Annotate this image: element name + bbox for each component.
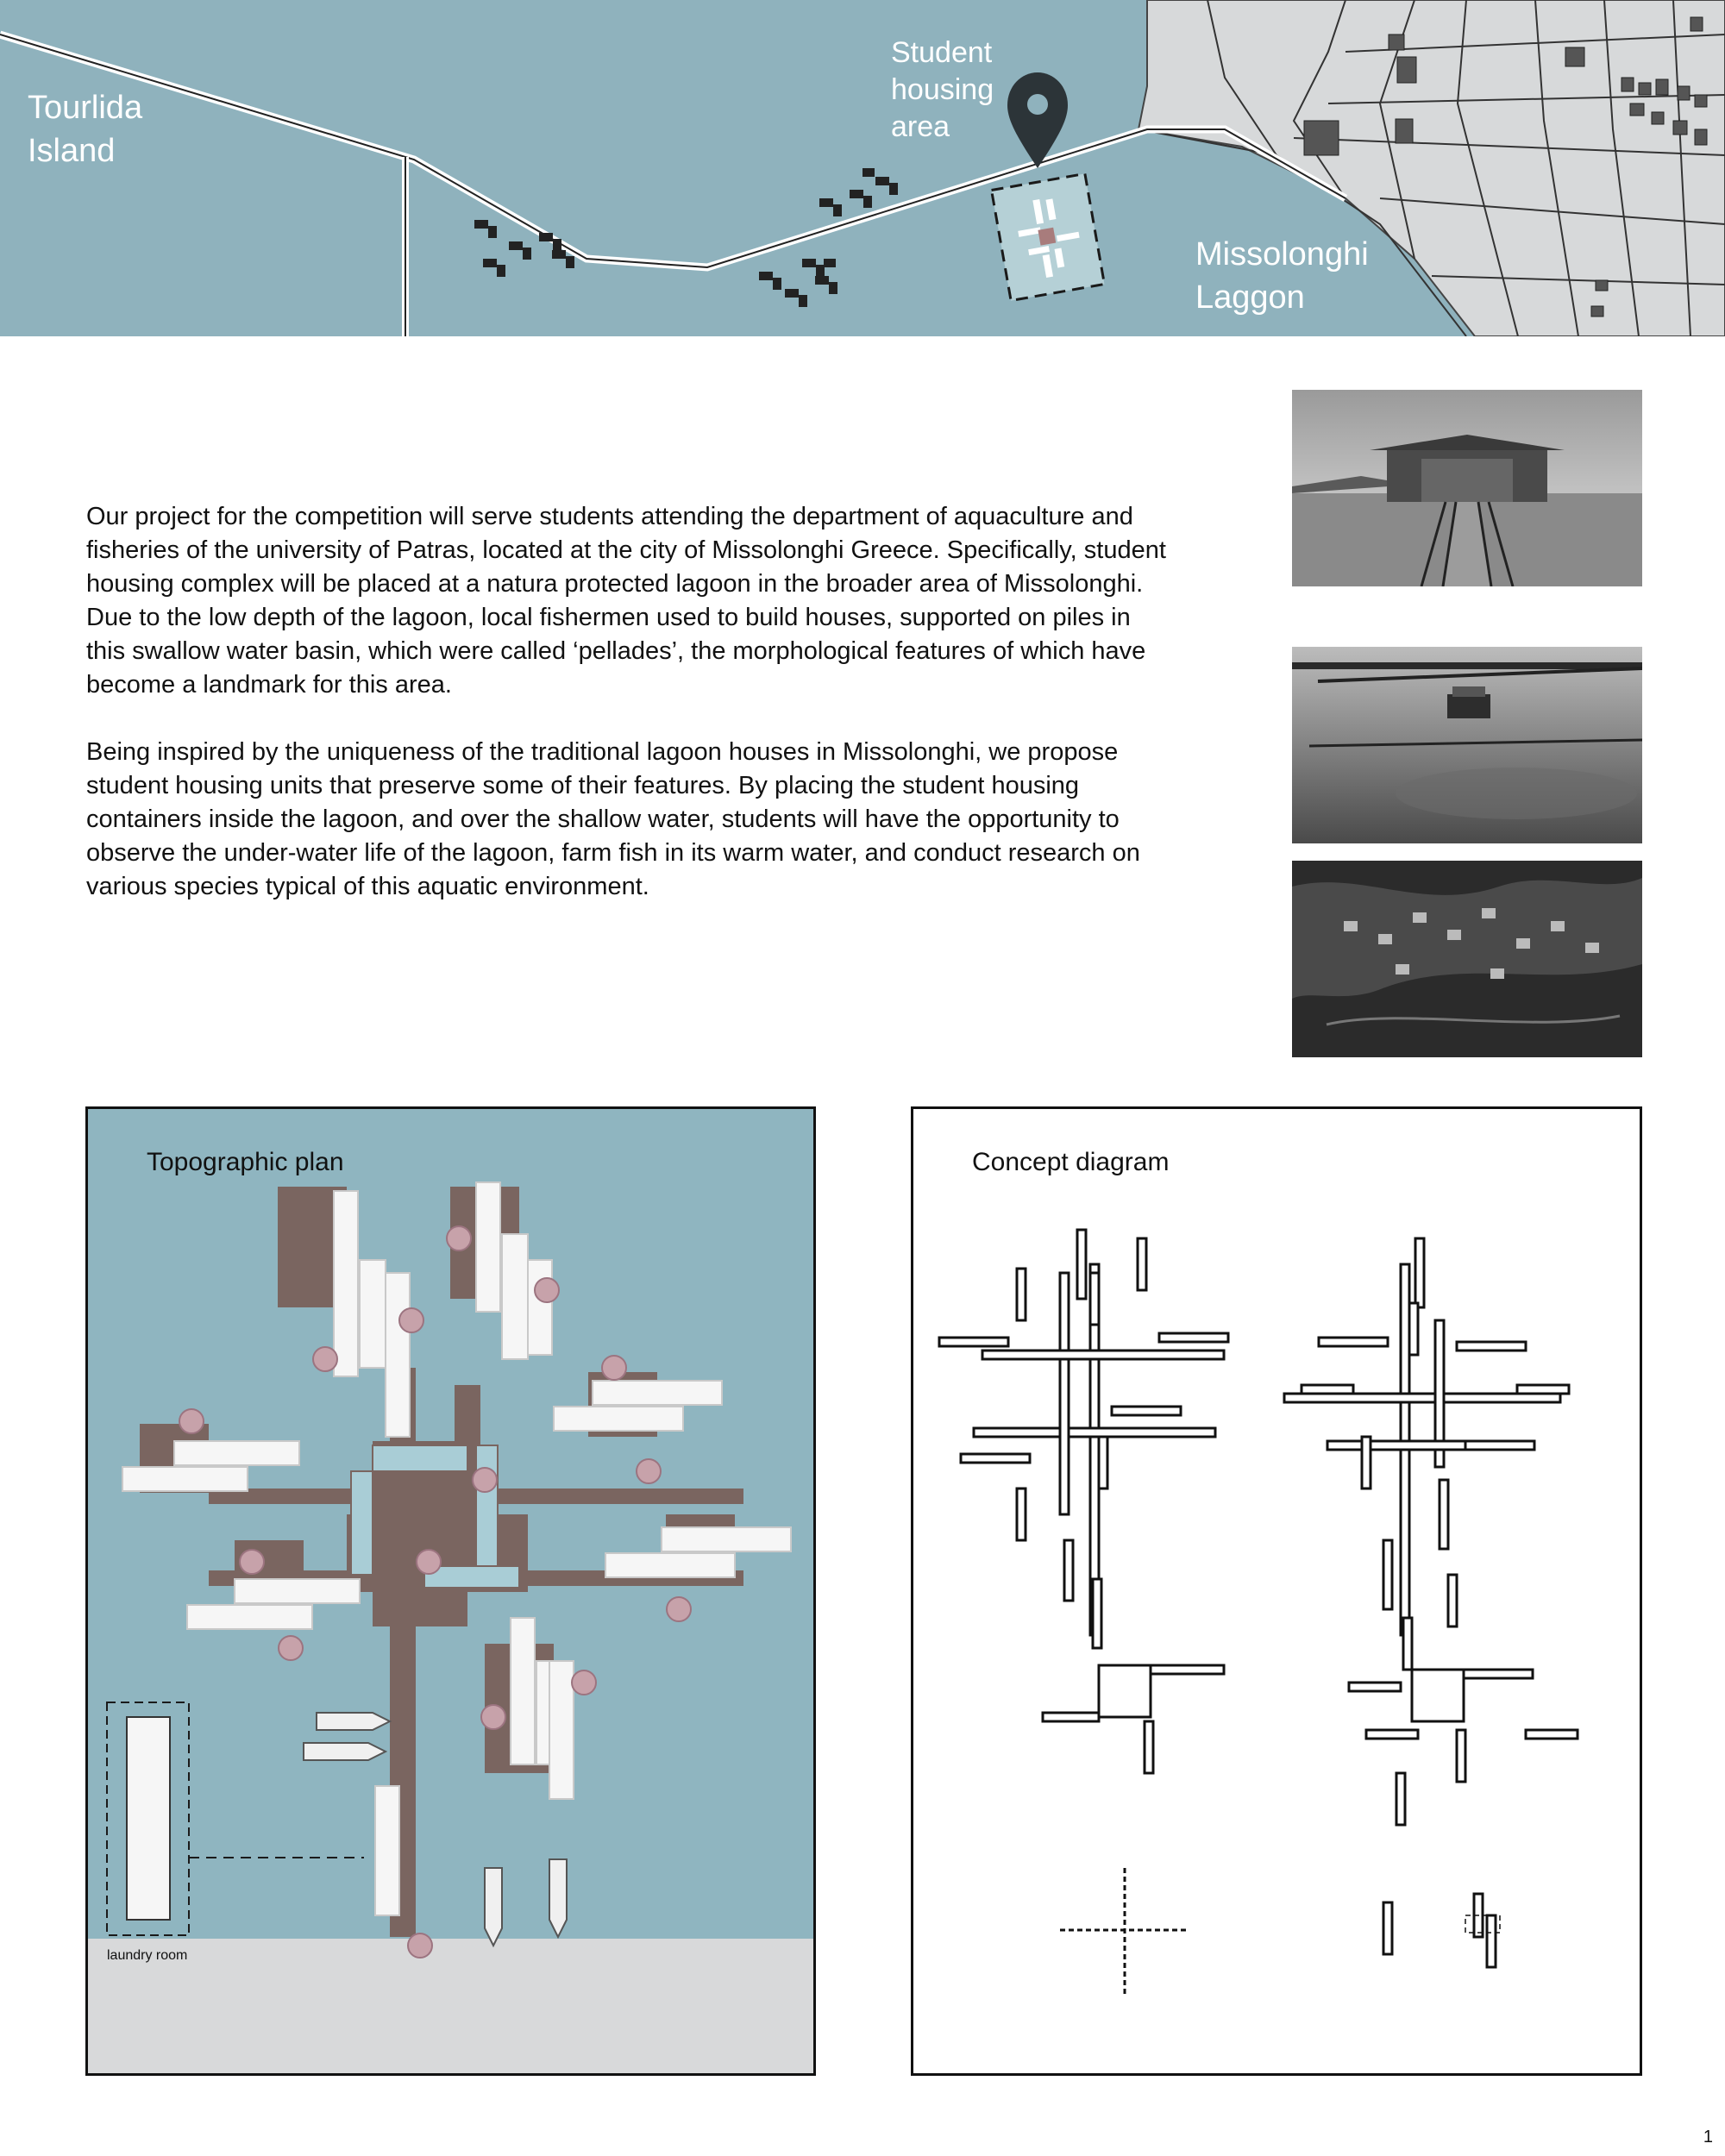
laundry-room-label: laundry room [107, 1948, 188, 1963]
intro-paragraph-2: Being inspired by the uniqueness of the traditional lagoon houses in Missolonghi, we propose student housing units that preserve some of their features. By placing the student housing containers inside the lagoon, and over the shallow water, students will have the opportunity to observe the under-water life of the lagoon, farm fish in its warm water, and conduct research on various species typical of this aquatic environment. [86, 738, 1140, 900]
tourlida-line-2: Island [28, 133, 116, 169]
aerial-houses-photo [1292, 861, 1642, 1057]
lagoon-house-photo [1292, 647, 1642, 843]
page-number: 1 [1703, 2128, 1713, 2147]
concept-diagram-drawing [913, 1109, 1640, 2073]
pier-house-photo [1292, 390, 1642, 586]
intro-text [86, 500, 1173, 937]
topographic-plan-drawing [88, 1109, 813, 2073]
location-map [0, 0, 1725, 336]
topographic-plan-title: Topographic plan [147, 1148, 344, 1176]
topographic-plan-panel [85, 1106, 816, 2076]
missolonghi-line-1: Missolonghi [1195, 236, 1369, 273]
map-drawing [0, 0, 1725, 336]
student-area-line-3: area [891, 110, 950, 143]
missolonghi-lagoon-label [1195, 233, 1369, 319]
tourlida-island-label [28, 86, 142, 172]
tourlida-line-1: Tourlida [28, 90, 143, 126]
student-housing-area-label [891, 34, 994, 146]
student-area-line-1: Student [891, 36, 993, 69]
concept-diagram-panel [911, 1106, 1642, 2076]
missolonghi-line-2: Laggon [1195, 279, 1305, 316]
intro-paragraph-1: Our project for the competition will serve students attending the department of aquaculture and fisheries of the university of Patras, located at the city of Missolonghi Greece. Specifically, student housing complex will be placed at a natura protected lagoon in the broader area of Missolonghi. Due to the low depth of the lagoon, local fishermen used to build houses, supported on piles in this swallow water basin, which were called ‘pellades’, the morphological features of which have become a landmark for this area. [86, 503, 1166, 699]
concept-diagram-title: Concept diagram [972, 1148, 1170, 1176]
student-area-line-2: housing [891, 73, 994, 106]
